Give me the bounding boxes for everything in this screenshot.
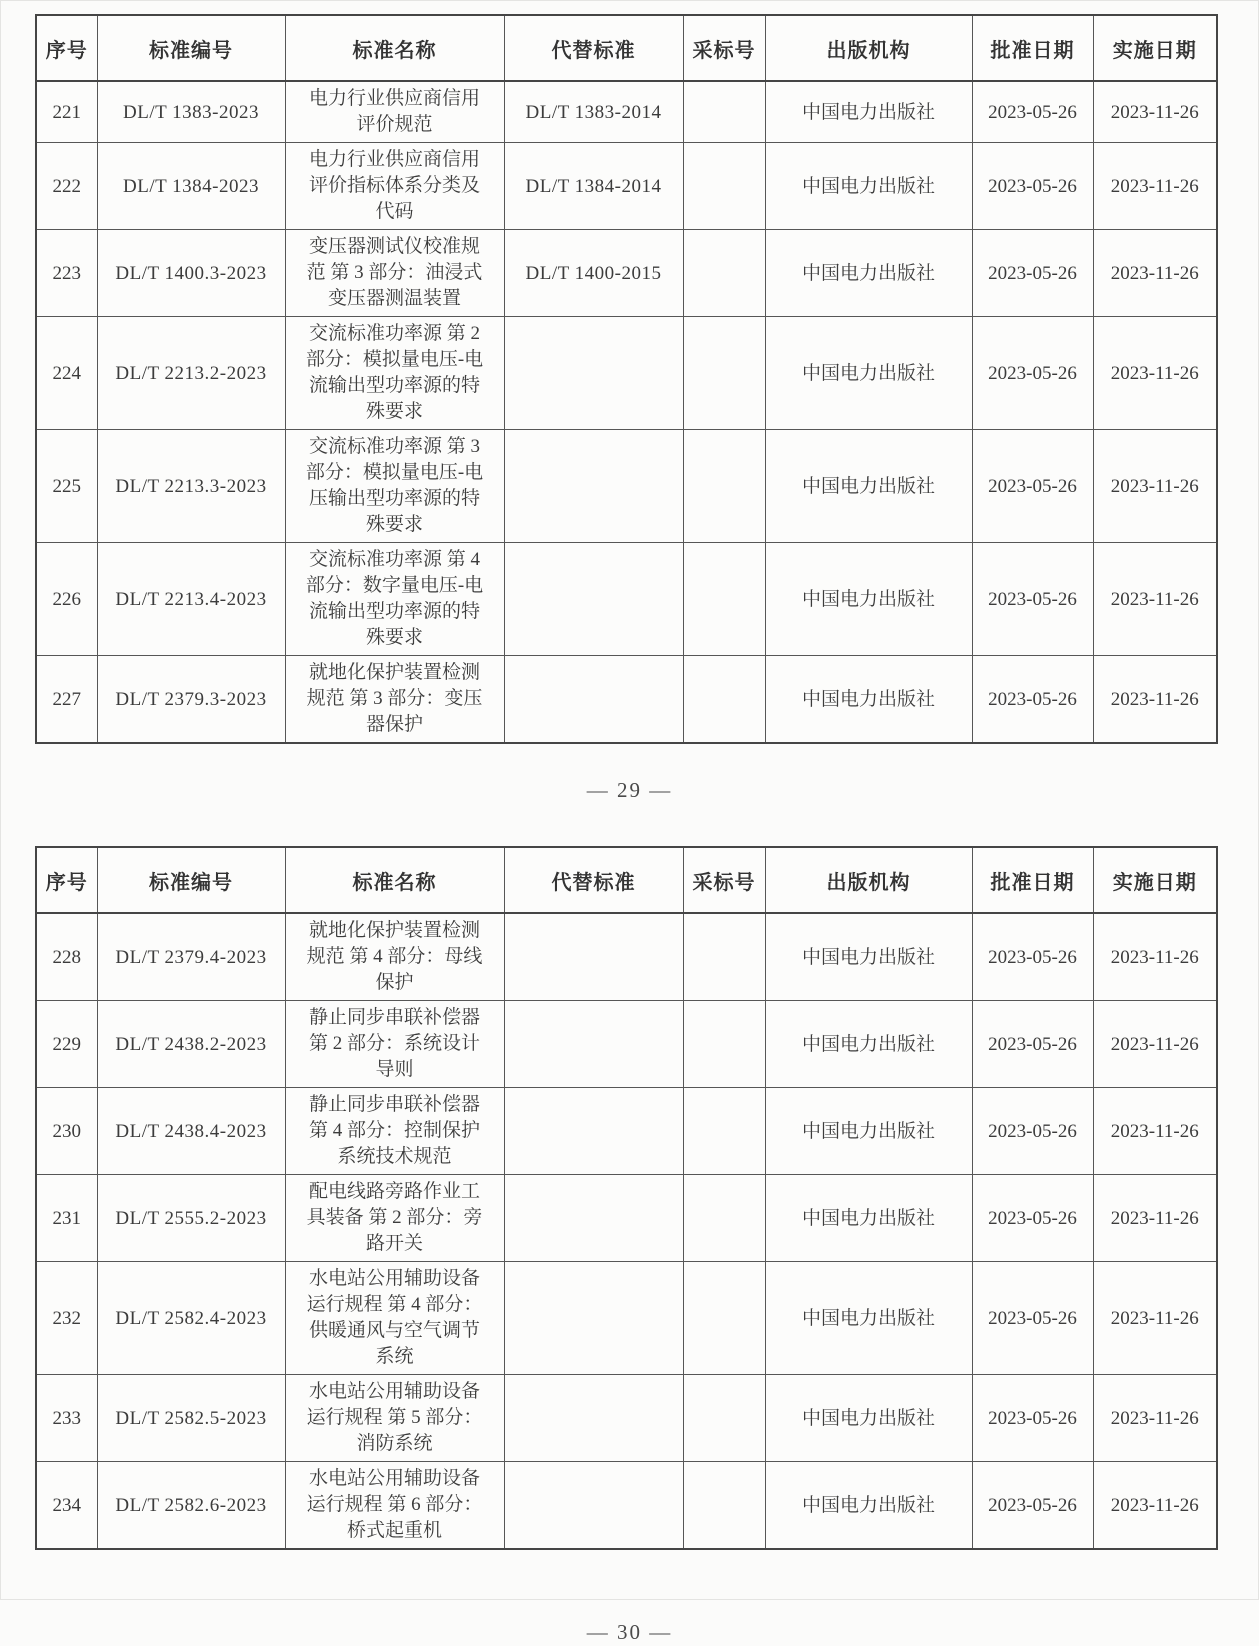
cell-publisher: 中国电力出版社	[765, 317, 972, 430]
table-row	[36, 543, 1217, 656]
cell-implementation-date: 2023-11-26	[1093, 543, 1217, 656]
header-row	[36, 847, 1217, 913]
cell-adoption-number	[683, 81, 765, 143]
cell-publisher: 中国电力出版社	[765, 430, 972, 543]
cell-replaced-standard	[504, 1175, 683, 1262]
standards-table-page-30	[35, 846, 1218, 1550]
cell-publisher: 中国电力出版社	[765, 1375, 972, 1462]
cell-replaced-standard	[504, 1001, 683, 1088]
cell-adoption-number	[683, 656, 765, 744]
cell-adoption-number	[683, 317, 765, 430]
page-number-29: — 29 —	[586, 778, 673, 802]
table-row	[36, 430, 1217, 543]
page-29-section	[1, 14, 1258, 804]
cell-adoption-number	[683, 1088, 765, 1175]
cell-standard-name: 水电站公用辅助设备运行规程 第 5 部分：消防系统	[285, 1375, 504, 1462]
cell-standard-name: 变压器测试仪校准规范 第 3 部分：油浸式变压器测温装置	[285, 230, 504, 317]
cell-adoption-number	[683, 430, 765, 543]
cell-approval-date: 2023-05-26	[972, 143, 1093, 230]
cell-replaced-standard: DL/T 1384-2014	[504, 143, 683, 230]
column-header-implementation-date: 实施日期	[1093, 847, 1217, 913]
table-row	[36, 230, 1217, 317]
column-header-adoption-number: 采标号	[683, 847, 765, 913]
cell-standard-number: DL/T 2555.2-2023	[97, 1175, 285, 1262]
column-header-standard-name: 标准名称	[285, 847, 504, 913]
cell-index: 234	[36, 1462, 97, 1550]
column-header-publisher: 出版机构	[765, 15, 972, 81]
cell-approval-date: 2023-05-26	[972, 543, 1093, 656]
column-header-approval-date: 批准日期	[972, 15, 1093, 81]
cell-replaced-standard	[504, 1088, 683, 1175]
cell-implementation-date: 2023-11-26	[1093, 1262, 1217, 1375]
cell-adoption-number	[683, 1175, 765, 1262]
column-header-approval-date: 批准日期	[972, 847, 1093, 913]
cell-standard-number: DL/T 2438.4-2023	[97, 1088, 285, 1175]
header-row	[36, 15, 1217, 81]
page-30-section	[1, 846, 1258, 1646]
cell-standard-name: 水电站公用辅助设备运行规程 第 6 部分：桥式起重机	[285, 1462, 504, 1550]
table-row	[36, 1262, 1217, 1375]
cell-standard-name: 静止同步串联补偿器 第 2 部分：系统设计导则	[285, 1001, 504, 1088]
cell-publisher: 中国电力出版社	[765, 143, 972, 230]
cell-standard-number: DL/T 2379.4-2023	[97, 913, 285, 1001]
cell-standard-name: 配电线路旁路作业工具装备 第 2 部分：旁路开关	[285, 1175, 504, 1262]
document-canvas	[1, 1, 1258, 1644]
cell-standard-number: DL/T 2582.6-2023	[97, 1462, 285, 1550]
page-number-30: — 30 —	[586, 1620, 673, 1644]
cell-standard-number: DL/T 1384-2023	[97, 143, 285, 230]
cell-adoption-number	[683, 543, 765, 656]
cell-implementation-date: 2023-11-26	[1093, 81, 1217, 143]
column-header-publisher: 出版机构	[765, 847, 972, 913]
cell-approval-date: 2023-05-26	[972, 317, 1093, 430]
cell-approval-date: 2023-05-26	[972, 913, 1093, 1001]
cell-adoption-number	[683, 913, 765, 1001]
cell-index: 229	[36, 1001, 97, 1088]
cell-standard-name: 交流标准功率源 第 3 部分：模拟量电压-电压输出型功率源的特殊要求	[285, 430, 504, 543]
cell-implementation-date: 2023-11-26	[1093, 656, 1217, 744]
cell-approval-date: 2023-05-26	[972, 1001, 1093, 1088]
cell-index: 228	[36, 913, 97, 1001]
column-header-replaced-standard: 代替标准	[504, 847, 683, 913]
cell-standard-name: 交流标准功率源 第 2 部分：模拟量电压-电流输出型功率源的特殊要求	[285, 317, 504, 430]
cell-standard-name: 电力行业供应商信用评价指标体系分类及代码	[285, 143, 504, 230]
cell-approval-date: 2023-05-26	[972, 81, 1093, 143]
column-header-index: 序号	[36, 847, 97, 913]
column-header-index: 序号	[36, 15, 97, 81]
cell-replaced-standard: DL/T 1400-2015	[504, 230, 683, 317]
table-row	[36, 143, 1217, 230]
cell-index: 225	[36, 430, 97, 543]
table-row	[36, 1001, 1217, 1088]
cell-implementation-date: 2023-11-26	[1093, 1001, 1217, 1088]
cell-standard-number: DL/T 2438.2-2023	[97, 1001, 285, 1088]
cell-standard-number: DL/T 2213.2-2023	[97, 317, 285, 430]
cell-index: 223	[36, 230, 97, 317]
cell-implementation-date: 2023-11-26	[1093, 913, 1217, 1001]
cell-publisher: 中国电力出版社	[765, 1262, 972, 1375]
cell-replaced-standard	[504, 1462, 683, 1550]
cell-implementation-date: 2023-11-26	[1093, 1375, 1217, 1462]
cell-adoption-number	[683, 1262, 765, 1375]
cell-standard-number: DL/T 2582.5-2023	[97, 1375, 285, 1462]
cell-replaced-standard	[504, 1375, 683, 1462]
table-row	[36, 656, 1217, 744]
cell-publisher: 中国电力出版社	[765, 913, 972, 1001]
table-row	[36, 1175, 1217, 1262]
cell-replaced-standard	[504, 543, 683, 656]
cell-standard-number: DL/T 2582.4-2023	[97, 1262, 285, 1375]
cell-index: 233	[36, 1375, 97, 1462]
cell-index: 230	[36, 1088, 97, 1175]
column-header-replaced-standard: 代替标准	[504, 15, 683, 81]
cell-publisher: 中国电力出版社	[765, 81, 972, 143]
table-row	[36, 1462, 1217, 1550]
cell-standard-name: 水电站公用辅助设备运行规程 第 4 部分：供暖通风与空气调节系统	[285, 1262, 504, 1375]
cell-replaced-standard	[504, 913, 683, 1001]
cell-index: 222	[36, 143, 97, 230]
cell-implementation-date: 2023-11-26	[1093, 143, 1217, 230]
cell-publisher: 中国电力出版社	[765, 1001, 972, 1088]
cell-implementation-date: 2023-11-26	[1093, 430, 1217, 543]
cell-index: 232	[36, 1262, 97, 1375]
cell-adoption-number	[683, 143, 765, 230]
cell-replaced-standard	[504, 656, 683, 744]
cell-adoption-number	[683, 1001, 765, 1088]
column-header-standard-name: 标准名称	[285, 15, 504, 81]
column-header-implementation-date: 实施日期	[1093, 15, 1217, 81]
cell-publisher: 中国电力出版社	[765, 1462, 972, 1550]
cell-standard-number: DL/T 2213.4-2023	[97, 543, 285, 656]
cell-publisher: 中国电力出版社	[765, 230, 972, 317]
table-row	[36, 913, 1217, 1001]
cell-adoption-number	[683, 1462, 765, 1550]
cell-approval-date: 2023-05-26	[972, 1175, 1093, 1262]
table-row	[36, 317, 1217, 430]
cell-approval-date: 2023-05-26	[972, 430, 1093, 543]
cell-index: 231	[36, 1175, 97, 1262]
cell-implementation-date: 2023-11-26	[1093, 230, 1217, 317]
standards-table-page-29	[35, 14, 1218, 744]
cell-publisher: 中国电力出版社	[765, 543, 972, 656]
cell-approval-date: 2023-05-26	[972, 230, 1093, 317]
cell-implementation-date: 2023-11-26	[1093, 317, 1217, 430]
cell-adoption-number	[683, 230, 765, 317]
cell-standard-name: 就地化保护装置检测规范 第 3 部分：变压器保护	[285, 656, 504, 744]
column-header-standard-number: 标准编号	[97, 847, 285, 913]
cell-index: 221	[36, 81, 97, 143]
column-header-standard-number: 标准编号	[97, 15, 285, 81]
cell-replaced-standard	[504, 317, 683, 430]
cell-standard-number: DL/T 2213.3-2023	[97, 430, 285, 543]
cell-replaced-standard: DL/T 1383-2014	[504, 81, 683, 143]
table-row	[36, 81, 1217, 143]
cell-implementation-date: 2023-11-26	[1093, 1088, 1217, 1175]
table-row	[36, 1375, 1217, 1462]
cell-replaced-standard	[504, 430, 683, 543]
cell-standard-number: DL/T 1400.3-2023	[97, 230, 285, 317]
column-header-adoption-number: 采标号	[683, 15, 765, 81]
cell-approval-date: 2023-05-26	[972, 1088, 1093, 1175]
cell-standard-number: DL/T 1383-2023	[97, 81, 285, 143]
cell-implementation-date: 2023-11-26	[1093, 1462, 1217, 1550]
cell-approval-date: 2023-05-26	[972, 1462, 1093, 1550]
cell-index: 224	[36, 317, 97, 430]
cell-standard-name: 静止同步串联补偿器 第 4 部分：控制保护系统技术规范	[285, 1088, 504, 1175]
cell-standard-name: 就地化保护装置检测规范 第 4 部分：母线保护	[285, 913, 504, 1001]
cell-approval-date: 2023-05-26	[972, 656, 1093, 744]
table-row	[36, 1088, 1217, 1175]
cell-index: 226	[36, 543, 97, 656]
cell-standard-number: DL/T 2379.3-2023	[97, 656, 285, 744]
cell-approval-date: 2023-05-26	[972, 1262, 1093, 1375]
cell-publisher: 中国电力出版社	[765, 1175, 972, 1262]
cell-standard-name: 电力行业供应商信用评价规范	[285, 81, 504, 143]
cell-replaced-standard	[504, 1262, 683, 1375]
cell-index: 227	[36, 656, 97, 744]
cell-publisher: 中国电力出版社	[765, 1088, 972, 1175]
cell-adoption-number	[683, 1375, 765, 1462]
cell-publisher: 中国电力出版社	[765, 656, 972, 744]
cell-approval-date: 2023-05-26	[972, 1375, 1093, 1462]
cell-standard-name: 交流标准功率源 第 4 部分：数字量电压-电流输出型功率源的特殊要求	[285, 543, 504, 656]
cell-implementation-date: 2023-11-26	[1093, 1175, 1217, 1262]
